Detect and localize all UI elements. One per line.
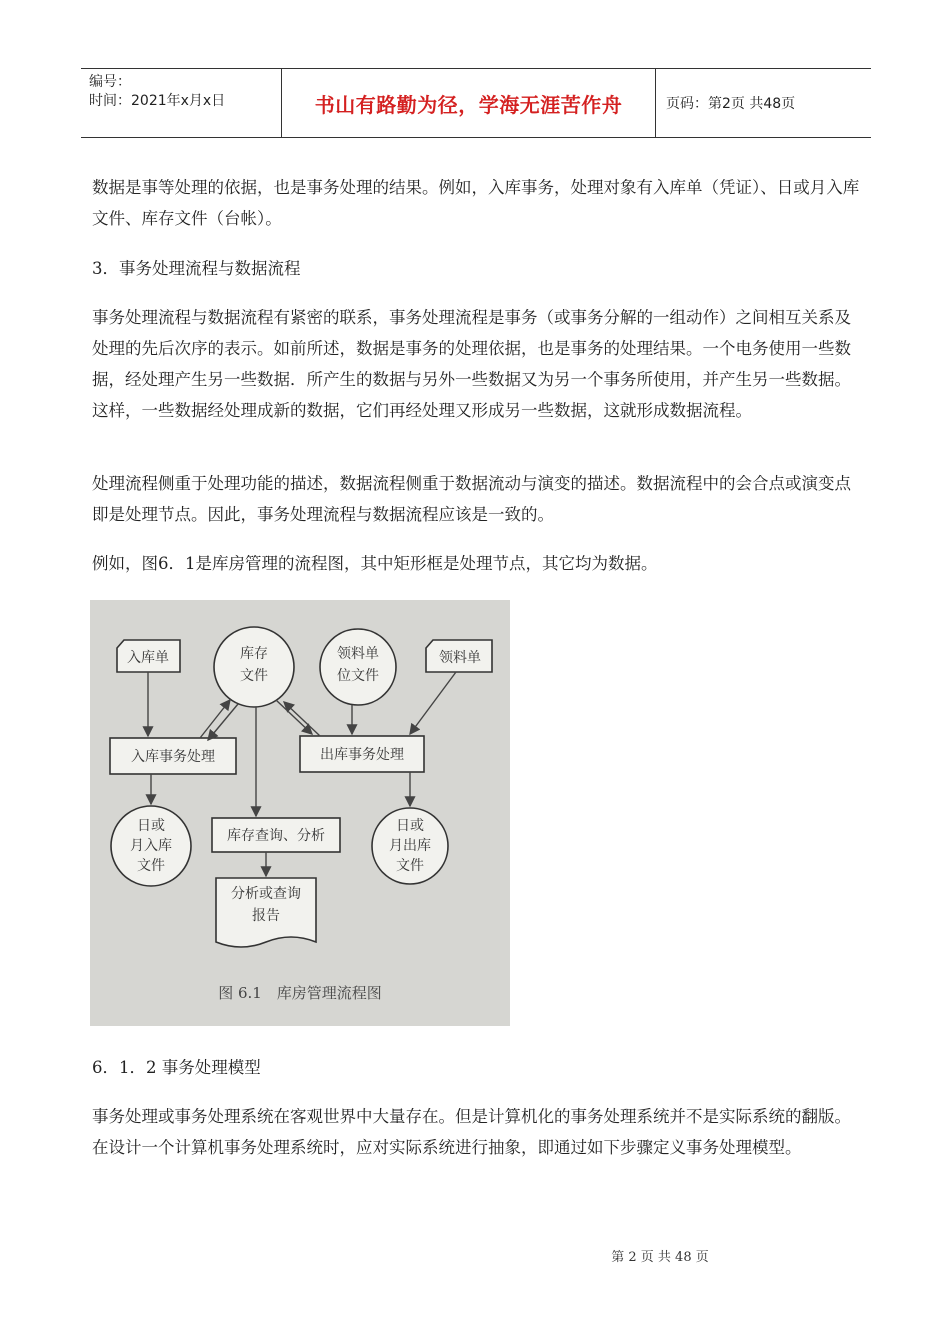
page-header bbox=[81, 68, 871, 138]
receipt-document-label: 入库单 bbox=[127, 650, 169, 666]
section-heading-3: 3．事务处理流程与数据流程 bbox=[92, 259, 301, 278]
outbound-file-label-line1: 日或 bbox=[396, 818, 424, 834]
warehouse-flow-figure bbox=[90, 600, 510, 1026]
report-label-line2: 报告 bbox=[252, 908, 280, 924]
header-page-info: 页码：第2页 共48页 bbox=[666, 96, 796, 112]
section-heading-6-1-2: 6．1．2 事务处理模型 bbox=[92, 1058, 261, 1077]
inbound-process-label: 入库事务处理 bbox=[131, 749, 215, 765]
page-footer: 第 2 页 共 48 页 bbox=[611, 1250, 709, 1265]
paragraph-data-basis: 数据是事等处理的依据，也是事务处理的结果。例如，入库事务，处理对象有入库单（凭证）、日或月入库文件、库存文件（台帐）。 bbox=[92, 178, 860, 228]
inbound-file-label-line1: 日或 bbox=[137, 818, 165, 834]
inbound-file-label-line2: 月入库 bbox=[130, 838, 172, 854]
figure-caption: 图 6.1 库房管理流程图 bbox=[218, 984, 382, 1002]
inbound-process-node bbox=[110, 738, 236, 774]
document-time-label: 时间：2021年x月x日 bbox=[89, 93, 226, 109]
outbound-file-label-line3: 文件 bbox=[396, 858, 424, 874]
paragraph-transaction-model: 事务处理或事务处理系统在客观世界中大量存在。但是计算机化的事务处理系统并不是实际系统的翻版。在设计一个计算机事务处理系统时，应对实际系统进行抽象，即通过如下步骤定义事务处理模型。 bbox=[92, 1107, 851, 1157]
paragraph-figure-ref: 例如，图6．1是库房管理的流程图，其中矩形框是处理节点，其它均为数据。 bbox=[92, 554, 658, 573]
issue-document-node bbox=[426, 640, 492, 672]
dept-file-label-line2: 位文件 bbox=[337, 668, 379, 684]
receipt-document-node bbox=[117, 640, 180, 672]
report-label-line1: 分析或查询 bbox=[231, 886, 301, 902]
inbound-file-node bbox=[111, 806, 191, 886]
outbound-process-label: 出库事务处理 bbox=[320, 747, 404, 763]
document-number-label: 编号： bbox=[89, 74, 131, 90]
outbound-file-label-line2: 月出库 bbox=[389, 838, 431, 854]
arrow-issue-to-outbound bbox=[410, 672, 456, 734]
paragraph-flow-focus: 处理流程侧重于处理功能的描述，数据流程侧重于数据流动与演变的描述。数据流程中的会合点或演变点即是处理节点。因此，事务处理流程与数据流程应该是一致的。 bbox=[92, 474, 851, 524]
arrow-outbound-to-stock bbox=[284, 702, 320, 736]
query-process-node bbox=[212, 818, 340, 852]
stock-file-label-line1: 库存 bbox=[240, 646, 268, 662]
issue-document-label: 领料单 bbox=[439, 650, 481, 666]
inbound-file-label-line3: 文件 bbox=[137, 858, 165, 874]
header-motto: 书山有路勤为径，学海无涯苦作舟 bbox=[282, 69, 656, 137]
dept-file-node bbox=[320, 629, 396, 705]
stock-file-label-line2: 文件 bbox=[240, 668, 268, 684]
header-meta-cell bbox=[81, 69, 282, 137]
outbound-file-node bbox=[372, 808, 448, 884]
query-process-label: 库存查询、分析 bbox=[227, 828, 325, 844]
arrow-stock-to-outbound bbox=[276, 700, 312, 734]
paragraph-process-flow: 事务处理流程与数据流程有紧密的联系，事务处理流程是事务（或事务分解的一组动作）之间相互关系及处理的先后次序的表示。如前所述，数据是事务的处理依据，也是事务的处理结果。一个电务使用一些数据，经处理产生另一些数据．所产生的数据与另外一些数据又为另一个事务所使用，并产生另一些数据。这样，一些数据经处理成新的数据，它们再经处理又形成另一些数据，这就形成数据流程。 bbox=[92, 308, 851, 420]
outbound-process-node bbox=[300, 736, 424, 772]
report-document-node bbox=[216, 878, 316, 947]
dept-file-label-line1: 领料单 bbox=[337, 646, 379, 662]
stock-file-node bbox=[214, 627, 294, 707]
